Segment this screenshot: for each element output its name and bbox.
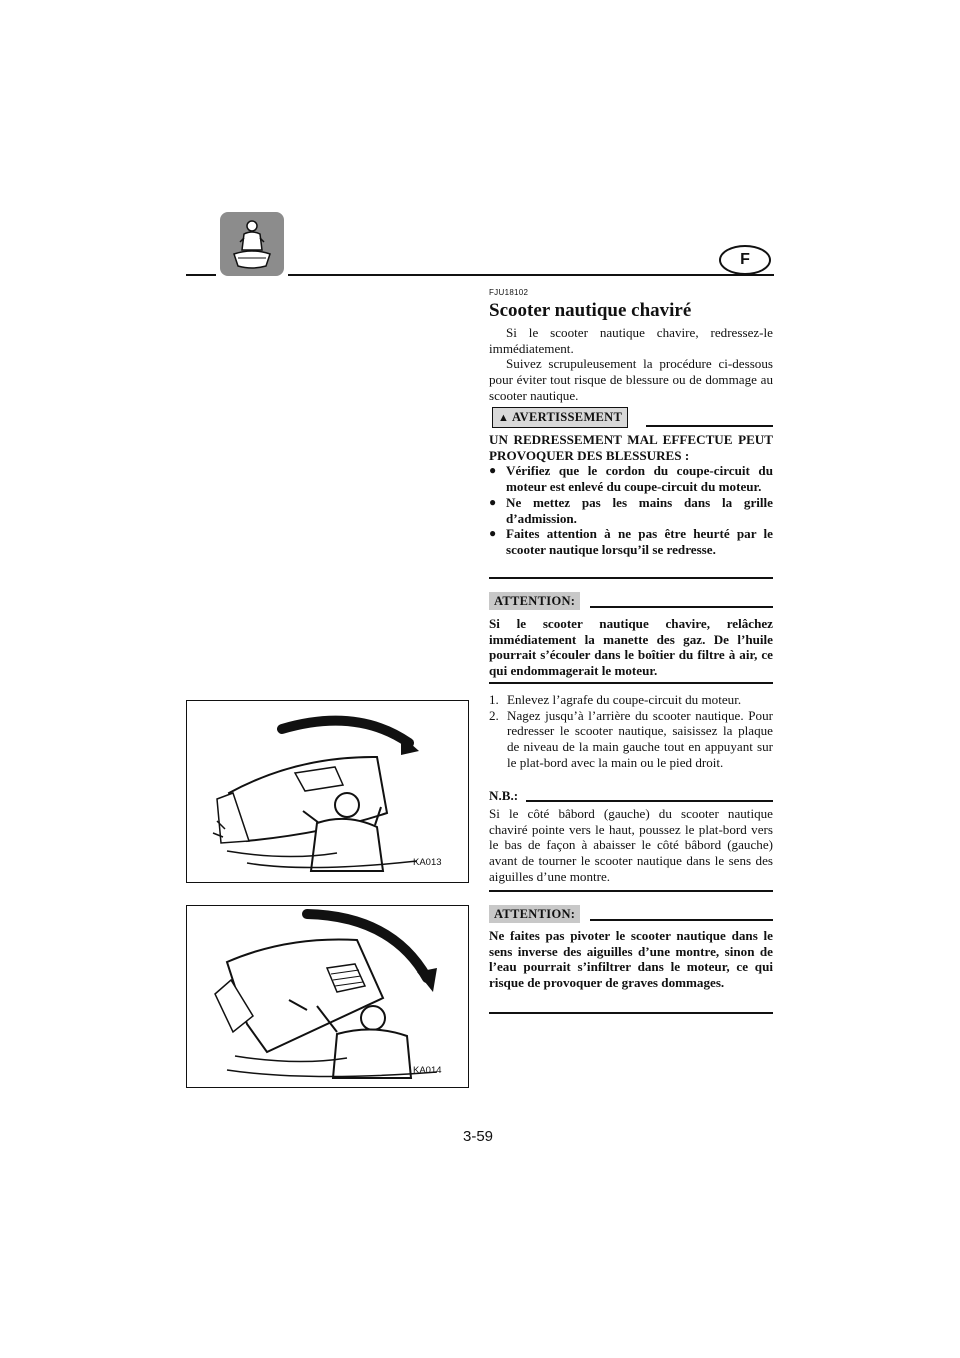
figure-capsized-watercraft [186,700,469,883]
attention-bottom-rule [489,1012,773,1014]
attention-top-rule [590,919,773,921]
attention-top-rule [590,606,773,608]
bullet-icon: ● [489,526,497,541]
figure-righting-watercraft [186,905,469,1088]
warning-block [489,432,773,558]
header-rule-left [186,274,216,276]
attention-block [489,928,773,991]
intro-paragraph-2: Suivez scrupuleusement la procédure ci-dessous pour éviter tout risque de blessure ou de dommage au scooter nautique. [489,356,773,403]
step-text: Enlevez l’agrafe du coupe-circuit du moteur. [507,692,742,707]
capsized-watercraft-illustration-icon [187,701,467,881]
attention-text: Ne faites pas pivoter le scooter nautique dans le sens inverse des aiguilles d’une montre, sinon de l’eau pourrait s’infiltrer dans le moteur, ce qui risque de provoquer de graves dommages. [489,928,773,991]
warning-item [489,495,773,526]
steps-list [489,692,773,771]
note-bottom-rule [489,890,773,892]
step-item [489,708,773,771]
step-number: 1. [489,692,499,707]
warning-triangle-icon: ▲ [498,412,510,424]
rider-on-watercraft-icon [220,212,284,276]
figure-code: KA014 [413,1065,442,1076]
note-top-rule [526,800,773,802]
attention-block [489,616,773,679]
section-code: FJU18102 [489,288,529,297]
header-rule-right [288,274,774,276]
righting-watercraft-illustration-icon [187,906,467,1086]
intro-block [489,325,773,404]
section-title: Scooter nautique chaviré [489,300,692,321]
warning-item-text: Ne mettez pas les mains dans la grille d’admission. [506,494,773,526]
warning-label-text: AVERTISSEMENT [511,410,623,424]
attention-text: Si le scooter nautique chavire, relâchez immédiatement la manette des gaz. De l’huile pourrait s’écouler dans le boîtier du filtre à air, ce qui endommagerait le moteur. [489,616,773,679]
attention-label: ATTENTION: [489,592,580,610]
warning-top-rule [646,425,773,427]
intro-paragraph-1: Si le scooter nautique chavire, redressez-le immédiatement. [489,325,773,356]
warning-heading: UN REDRESSEMENT MAL EFFECTUE PEUT PROVOQUER DES BLESSURES : [489,432,773,463]
warning-item-text: Vérifiez que le cordon du coupe-circuit du moteur est enlevé du coupe-circuit du moteur. [506,463,773,495]
warning-label [492,407,628,428]
note-label: N.B.: [489,788,519,803]
page-number: 3-59 [463,1128,494,1145]
attention-label: ATTENTION: [489,905,580,923]
note-block [489,806,773,885]
attention-bottom-rule [489,682,773,684]
language-badge: F [719,245,771,275]
warning-item [489,526,773,557]
bullet-icon: ● [489,494,497,509]
figure-code: KA013 [413,857,442,868]
step-number: 2. [489,707,499,723]
bullet-icon: ● [489,463,497,478]
warning-item [489,463,773,494]
warning-bottom-rule [489,577,773,579]
note-text: Si le côté bâbord (gauche) du scooter nautique chaviré pointe vers le haut, poussez le plat-bord vers le bas de façon à abaisser le côté bâbord (gauche) avant de tourner le scooter nautique dans le sens des aiguilles d’une montre. [489,806,773,884]
step-item [489,692,773,708]
warning-item-text: Faites attention à ne pas être heurté par le scooter nautique lorsqu’il se redresse. [506,526,773,557]
step-text: Nagez jusqu’à l’arrière du scooter nautique. Pour redresser le scooter nautique, saisissez la plaque de niveau de la main gauche tout en appuyant sur le plat-bord avec la main ou le pied droit. [507,707,773,770]
